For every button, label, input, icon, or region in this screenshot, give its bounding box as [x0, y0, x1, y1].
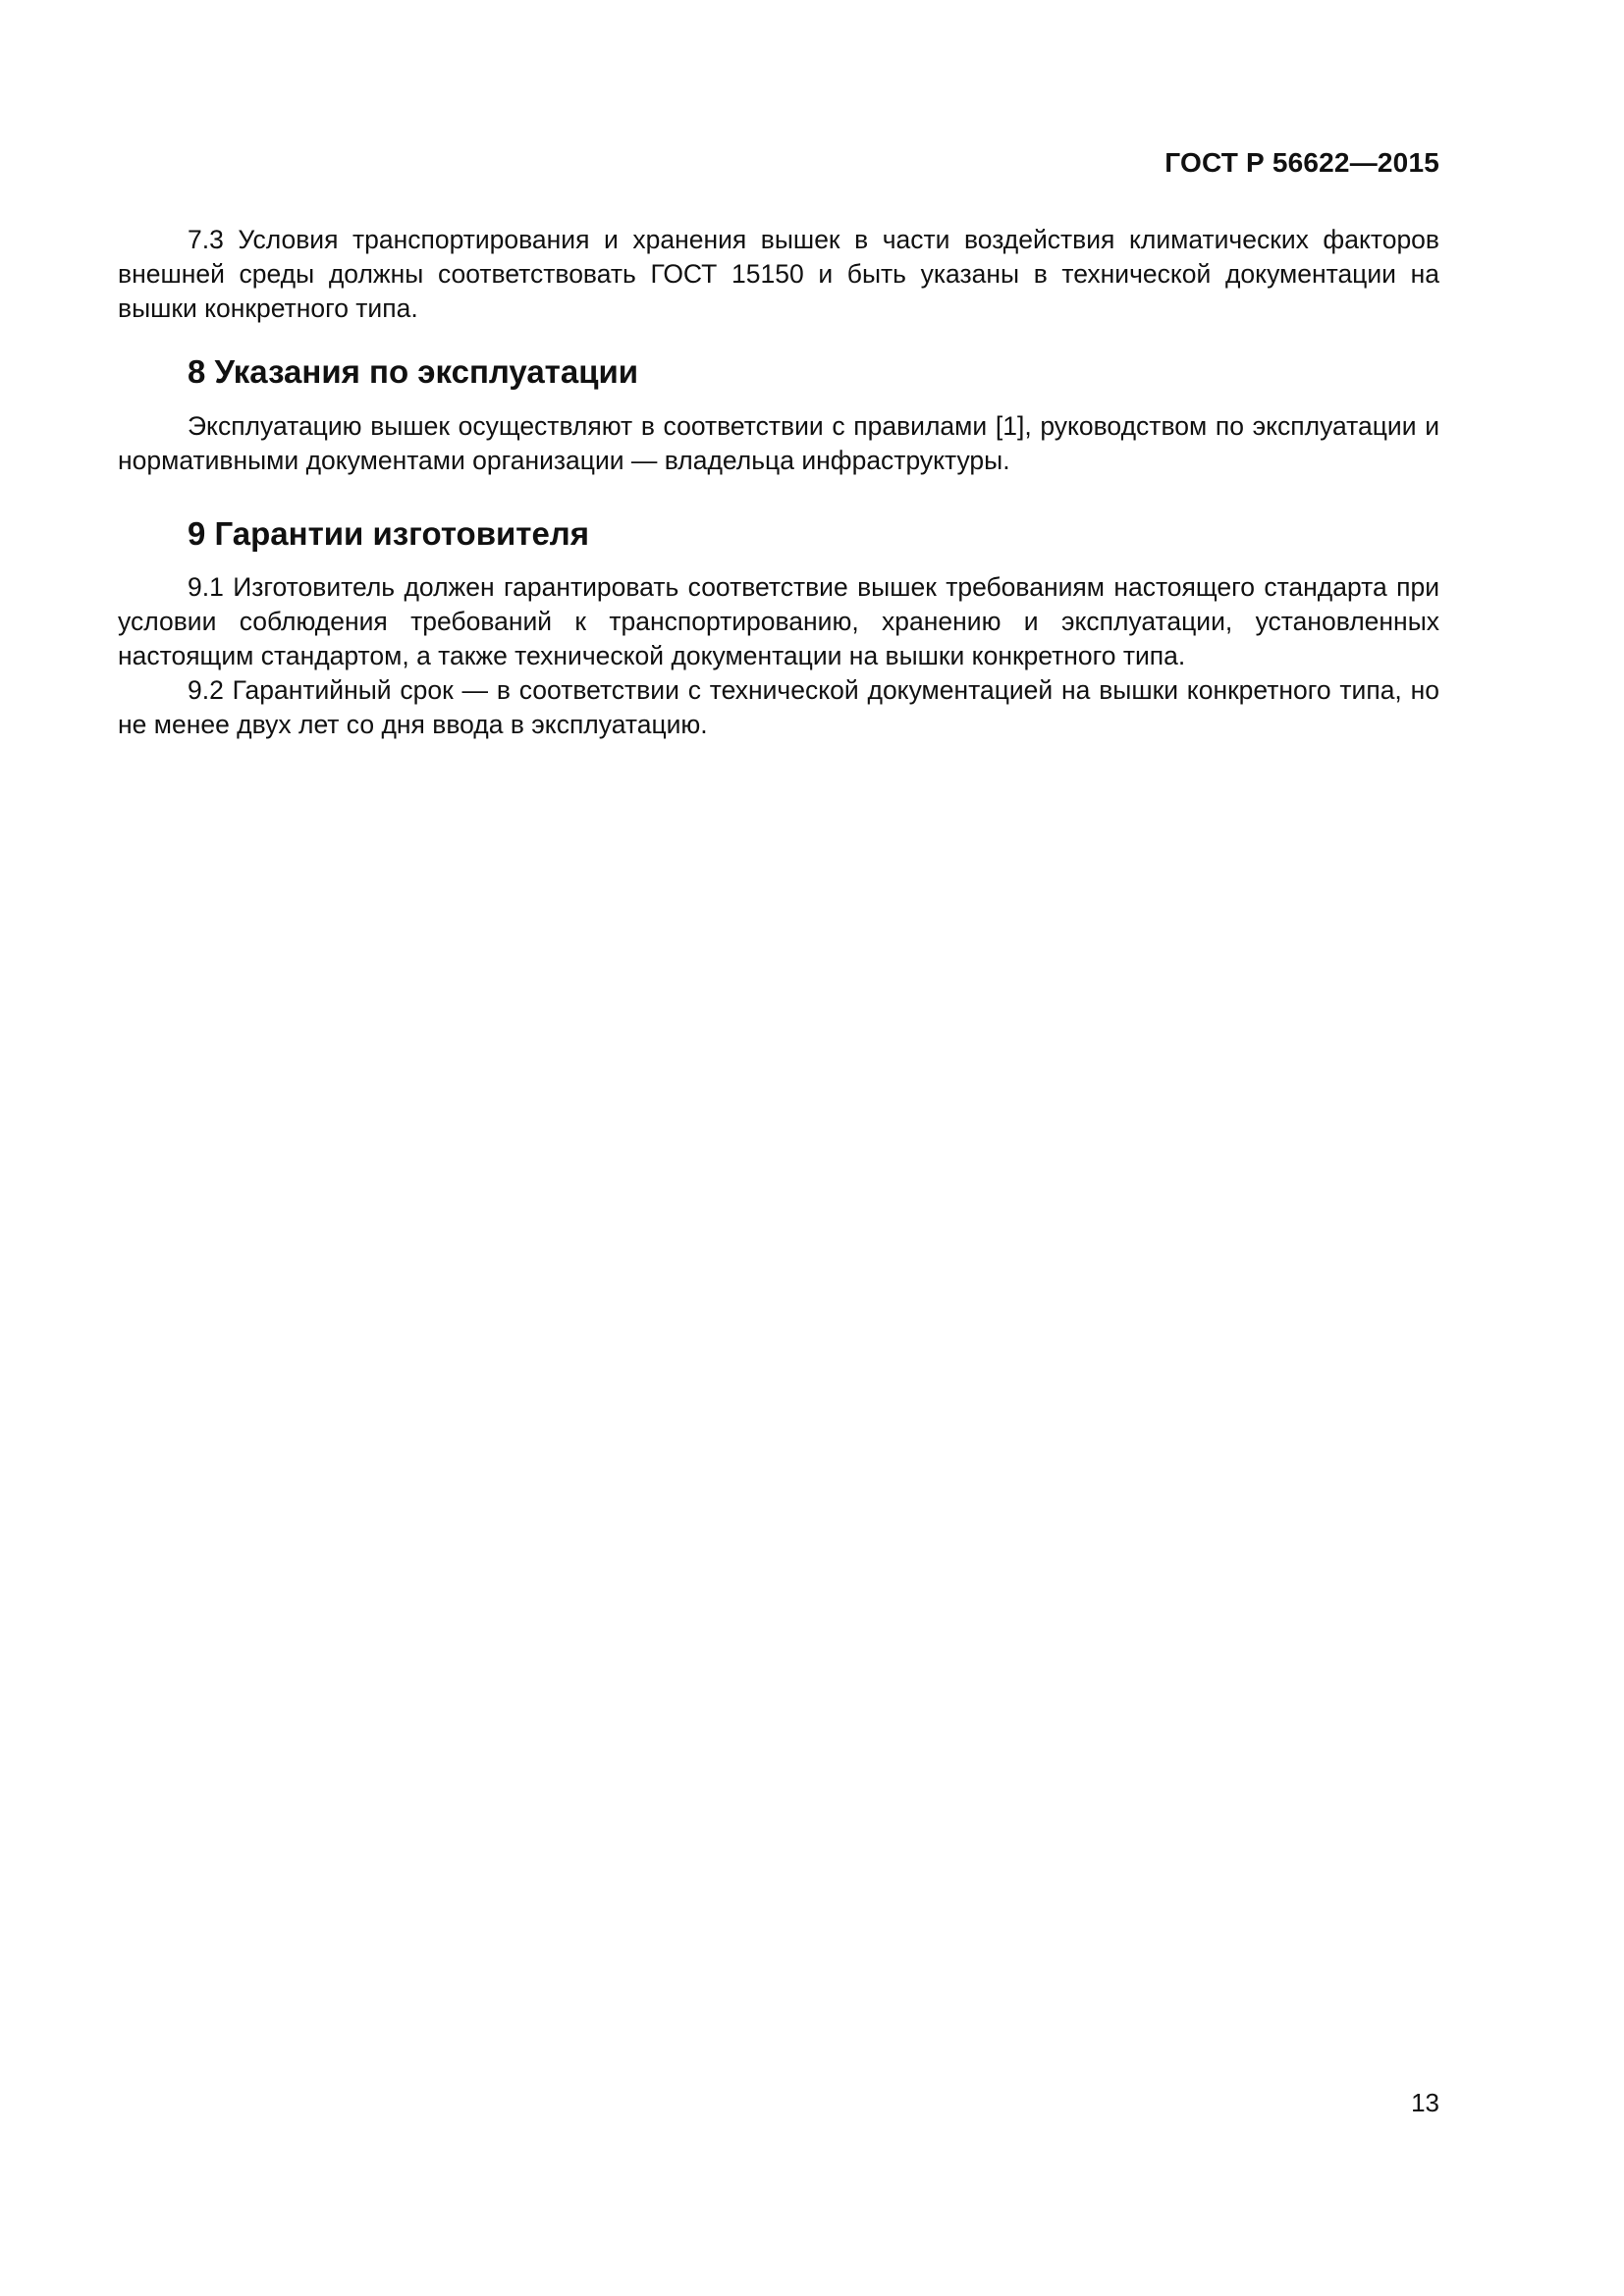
section-8-paragraph: Эксплуатацию вышек осуществляют в соответствии с правилами [1], руководством по эксплуатации и нормативными документами организации — владельца инфраструктуры. — [118, 411, 1439, 475]
section-8-title: 8 Указания по эксплуатации — [188, 353, 639, 390]
document-content — [118, 223, 1439, 742]
document-code-header: ГОСТ Р 56622—2015 — [1164, 147, 1439, 178]
paragraph-9-2: 9.2 Гарантийный срок — в соответствии с технической документацией на вышки конкретного типа, но не менее двух лет со дня ввода в эксплуатацию. — [118, 675, 1439, 739]
paragraph-9-1: 9.1 Изготовитель должен гарантировать соответствие вышек требованиям настоящего стандарта при условии соблюдения требований к транспортированию, хранению и эксплуатации, установленных настоящим стандартом, а также технической документации на вышки конкретного типа. — [118, 572, 1439, 670]
page-number: 13 — [1411, 2088, 1439, 2117]
paragraph-7-3: 7.3 Условия транспортирования и хранения вышек в части воздействия климатических факторов внешней среды должны соответствовать ГОСТ 15150 и быть указаны в технической документации на вышки конкретного типа. — [118, 225, 1439, 323]
section-9-title: 9 Гарантии изготовителя — [188, 515, 590, 552]
